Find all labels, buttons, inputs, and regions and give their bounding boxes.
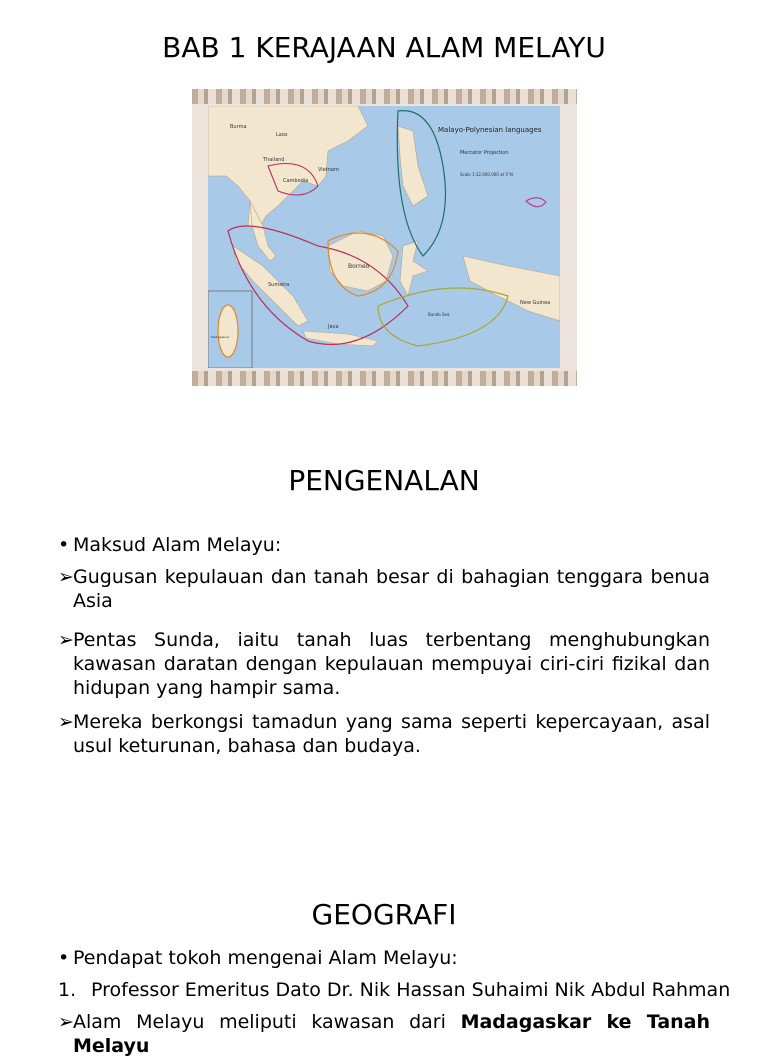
arrow-item xyxy=(58,710,710,758)
arrow-item-text xyxy=(58,1010,710,1058)
label-borneo: Borneo xyxy=(348,263,370,270)
bullet-icon: • xyxy=(58,947,70,969)
section-title-geografi: GEOGRAFI xyxy=(311,898,457,931)
label-new-guinea: New Guinea xyxy=(520,300,551,306)
label-sumatra: Sumatra xyxy=(268,282,290,288)
arrow-icon: ➢ xyxy=(58,629,74,651)
map-scale: Scale 1:32,000,000 at 5°N xyxy=(460,172,513,177)
label-madagascar: Madagascar xyxy=(211,335,230,339)
label-vietnam: Vietnam xyxy=(318,167,339,173)
label-thailand: Thailand xyxy=(263,157,285,163)
bullet-text: Maksud Alam Melayu: xyxy=(73,534,282,556)
numbered-item xyxy=(58,978,730,1002)
section-title-pengenalan: PENGENALAN xyxy=(288,464,480,497)
label-java: Java xyxy=(328,324,339,330)
label-burma: Burma xyxy=(230,124,247,130)
label-laos: Laos xyxy=(276,132,288,138)
bullet-text: Pendapat tokoh mengenai Alam Melayu: xyxy=(73,947,458,969)
map-projection: Mercator Projection xyxy=(460,150,509,156)
map-title: Malayo-Polynesian languages xyxy=(438,126,542,134)
item-number: 1. xyxy=(58,979,77,1001)
last-item-bold: Madagaskar ke Tanah Melayu xyxy=(73,1011,711,1057)
arrow-icon: ➢ xyxy=(58,1011,74,1033)
label-cambodia: Cambodia xyxy=(283,178,309,184)
map-figure xyxy=(192,89,577,386)
bullet-icon: • xyxy=(58,534,70,556)
arrow-item xyxy=(58,565,710,613)
arrow-item xyxy=(58,1010,710,1058)
bullet-item xyxy=(58,946,458,970)
label-banda-sea: Banda Sea xyxy=(428,312,450,317)
numbered-item-text: Professor Emeritus Dato Dr. Nik Hassan Suhaimi Nik Abdul Rahman xyxy=(91,979,731,1001)
arrow-icon: ➢ xyxy=(58,566,74,588)
last-item-prefix: Alam Melayu meliputi kawasan dari xyxy=(73,1011,461,1033)
arrow-item-text: Pentas Sunda, iaitu tanah luas terbentang menghubungkan kawasan daratan dengan kepulauan mempuyai ciri-ciri fizikal dan hidupan yang hampir sama. xyxy=(73,629,710,699)
page-title: BAB 1 KERAJAAN ALAM MELAYU xyxy=(162,31,606,64)
arrow-item-text: Gugusan kepulauan dan tanah besar di bahagian tenggara benua Asia xyxy=(73,566,710,612)
arrow-item-text: Mereka berkongsi tamadun yang sama seperti kepercayaan, asal usul keturunan, bahasa dan budaya. xyxy=(73,711,710,757)
arrow-icon: ➢ xyxy=(58,711,74,733)
arrow-item xyxy=(58,628,710,700)
malayo-polynesian-map xyxy=(208,106,560,368)
bullet-item xyxy=(58,533,281,557)
